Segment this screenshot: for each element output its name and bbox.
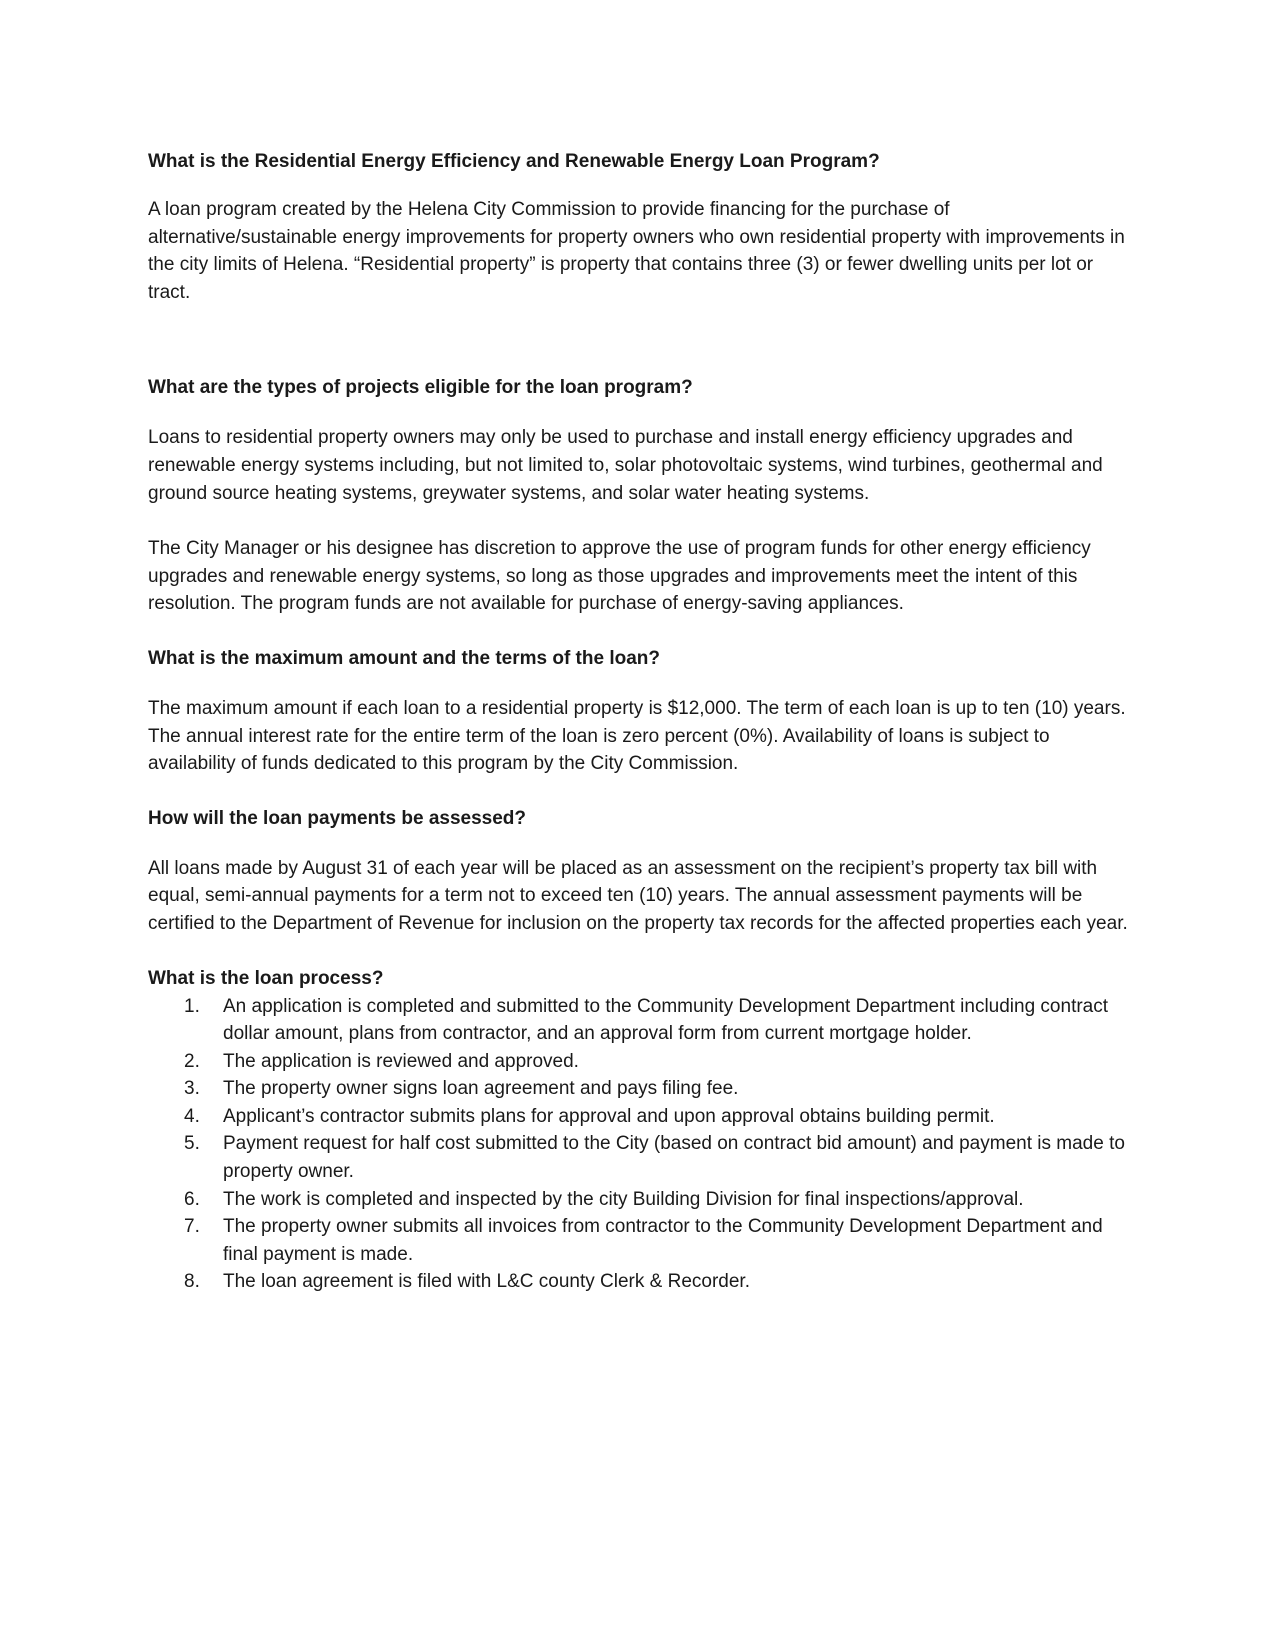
list-item (148, 1075, 1133, 1103)
list-item (148, 1186, 1133, 1214)
heading-eligible-projects: What are the types of projects eligible for the loan program? (148, 377, 693, 399)
list-item (148, 1268, 1133, 1296)
paragraph-eligible-projects: Loans to residential property owners may only be used to purchase and install energy efficiency upgrades and renewable energy systems including, but not limited to, solar photovoltaic systems, wind turbines, geothermal and ground source heating systems, greywater systems, and solar water heating systems. (148, 427, 1103, 504)
step-number: 3. (184, 1078, 200, 1100)
step-number: 5. (184, 1133, 200, 1155)
step-text: The loan agreement is filed with L&C county Clerk & Recorder. (223, 1271, 750, 1293)
step-number: 4. (184, 1105, 200, 1127)
step-text: The property owner signs loan agreement and pays filing fee. (223, 1078, 739, 1100)
paragraph-loan-payments: All loans made by August 31 of each year will be placed as an assessment on the recipient’s property tax bill with equal, semi-annual payments for a term not to exceed ten (10) years. The annual assessment payments will be certified to the Department of Revenue for inclusion on the property tax records for the affected properties each year. (148, 857, 1128, 934)
step-number: 7. (184, 1216, 200, 1238)
document-page (148, 148, 1133, 1296)
step-text: Payment request for half cost submitted to the City (based on contract bid amount) and payment is made to property owner. (223, 1133, 1125, 1183)
list-item (148, 1213, 1133, 1268)
paragraph-city-manager-discretion: The City Manager or his designee has discretion to approve the use of program funds for other energy efficiency upgrades and renewable energy systems, so long as those upgrades and improvements meet the intent of this resolution. The program funds are not available for purchase of energy-saving appliances. (148, 538, 1091, 615)
step-number: 1. (184, 995, 200, 1017)
list-item (148, 1130, 1133, 1185)
heading-loan-payments: How will the loan payments be assessed? (148, 807, 527, 829)
paragraph-maximum-amount: The maximum amount if each loan to a residential property is $12,000. The term of each loan is up to ten (10) years. The annual interest rate for the entire term of the loan is zero percent (0%). Availability of loans is subject to availability of funds dedicated to this program by the City Commission. (148, 697, 1126, 775)
heading-loan-process: What is the loan process? (148, 967, 384, 989)
heading-program: What is the Residential Energy Efficiency and Renewable Energy Loan Program? (148, 151, 880, 172)
step-text: The property owner submits all invoices from contractor to the Community Development Department and final payment is made. (223, 1216, 1103, 1265)
step-number: 8. (184, 1271, 200, 1293)
list-item (148, 1103, 1133, 1131)
step-number: 2. (184, 1050, 200, 1072)
loan-process-steps (148, 993, 1133, 1297)
step-text: The work is completed and inspected by the city Building Division for final inspections/approval. (223, 1188, 1024, 1210)
list-item (148, 993, 1133, 1048)
list-item (148, 1048, 1133, 1076)
step-text: Applicant’s contractor submits plans for approval and upon approval obtains building permit. (223, 1105, 995, 1127)
paragraph-program-description: A loan program created by the Helena City Commission to provide financing for the purchase of alternative/sustainable energy improvements for property owners who own residential property with improvements in the city limits of Helena. “Residential property” is property that contains three (3) or fewer dwelling units per lot or tract. (148, 199, 1125, 303)
heading-maximum-amount: What is the maximum amount and the terms of the loan? (148, 647, 660, 669)
step-number: 6. (184, 1188, 200, 1210)
step-text: An application is completed and submitted to the Community Development Department including contract dollar amount, plans from contractor, and an approval form from current mortgage holder. (223, 995, 1109, 1045)
step-text: The application is reviewed and approved. (223, 1050, 579, 1072)
